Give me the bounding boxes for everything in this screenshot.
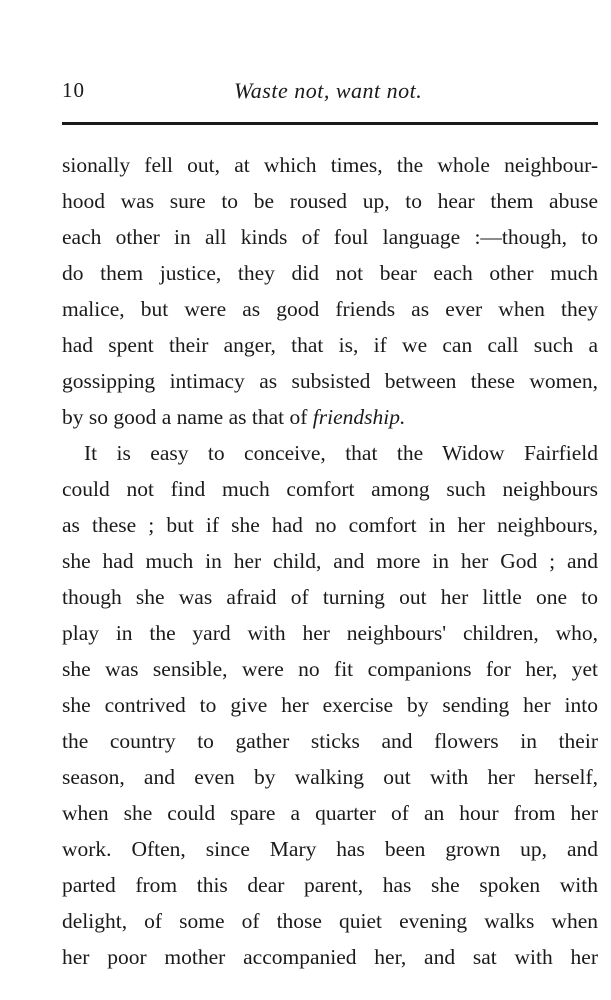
text-line: work. Often, since Mary has been grown up, and: [62, 837, 598, 861]
text-line: parted from this dear parent, has she spoken with: [62, 873, 598, 897]
text-line: season, and even by walking out with her herself,: [62, 765, 598, 789]
text-line: each other in all kinds of foul language :—though, to: [62, 225, 598, 249]
text-line-friendship: [62, 399, 598, 435]
text-line: she had much in her child, and more in her God ; and: [62, 549, 598, 573]
text-line: as these ; but if she had no comfort in her neighbours,: [62, 513, 598, 537]
header-rule: [62, 122, 598, 125]
text-line: play in the yard with her neighbours' children, who,: [62, 621, 598, 645]
body-text: [62, 147, 598, 975]
running-head: [62, 78, 598, 108]
text-line: she was sensible, were no fit companions for her, yet: [62, 657, 598, 681]
text-line: the country to gather sticks and flowers in their: [62, 729, 598, 753]
text-line: delight, of some of those quiet evening walks when: [62, 909, 598, 933]
text-line: she contrived to give her exercise by sending her into: [62, 693, 598, 717]
text-line: when she could spare a quarter of an hour from her: [62, 801, 598, 825]
italic-word-friendship: friendship.: [312, 405, 406, 429]
text-line: could not find much comfort among such neighbours: [62, 477, 598, 501]
text-line: sionally fell out, at which times, the whole neighbour-: [62, 153, 598, 177]
text-line: gossipping intimacy as subsisted between these women,: [62, 369, 598, 393]
text-line: do them justice, they did not bear each other much: [62, 261, 598, 285]
running-title: Waste not, want not.: [234, 78, 423, 103]
text-line: malice, but were as good friends as ever when they: [62, 297, 598, 321]
text-line: though she was afraid of turning out her little one to: [62, 585, 598, 609]
paragraph-start-line: It is easy to conceive, that the Widow Fairfield: [84, 441, 598, 465]
text-line-lead: by so good a name as that of: [62, 405, 313, 429]
page-number: 10: [62, 78, 85, 102]
text-line: hood was sure to be roused up, to hear them abuse: [62, 189, 598, 213]
text-line: her poor mother accompanied her, and sat with her: [62, 945, 598, 969]
text-line: had spent their anger, that is, if we can call such a: [62, 333, 598, 357]
